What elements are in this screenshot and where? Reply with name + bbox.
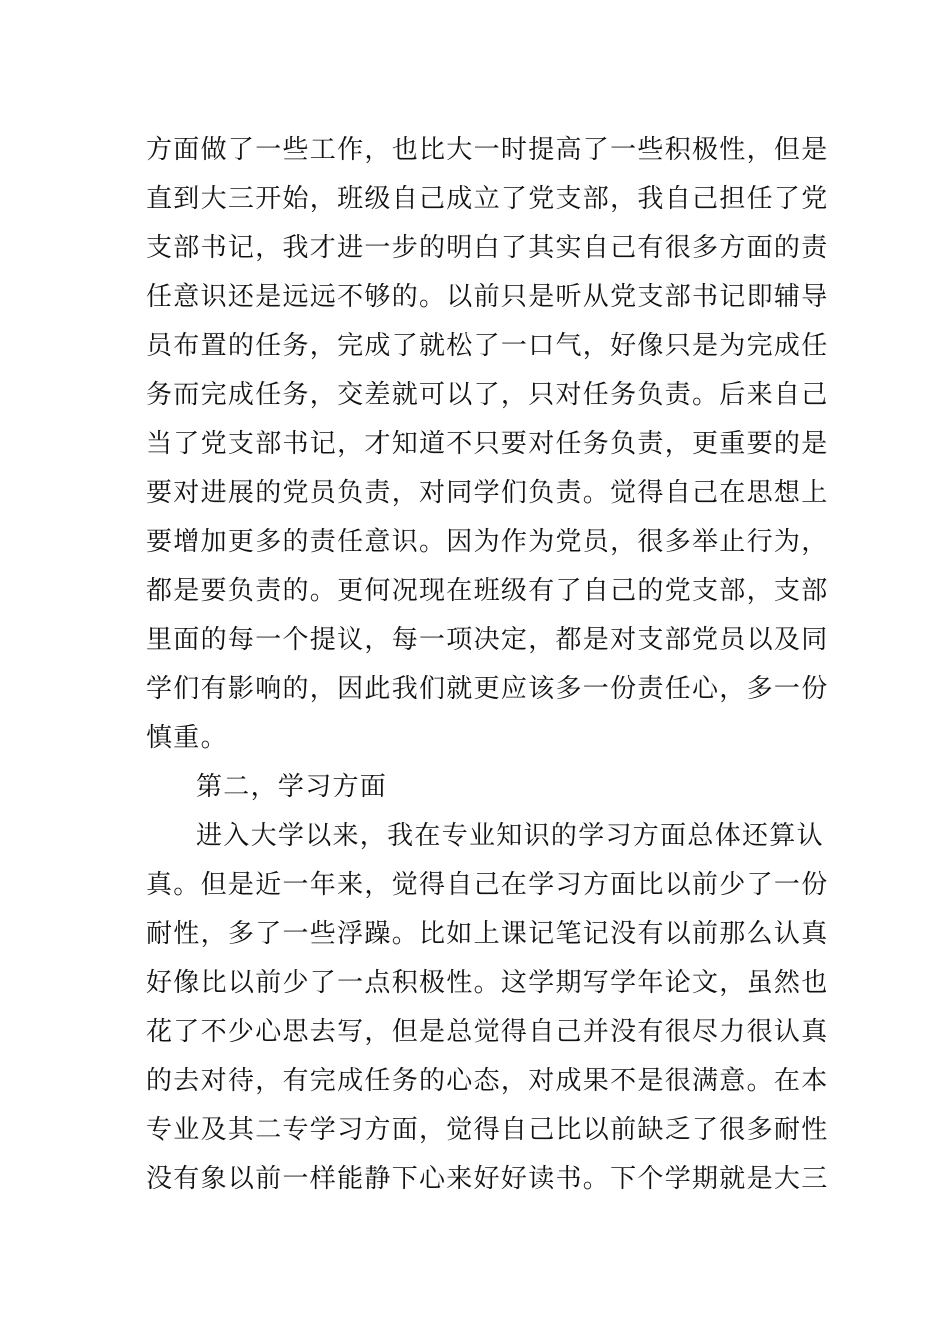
text-line: 直到大三开始，班级自己成立了党支部，我自己担任了党 [146,184,829,214]
text-line: 学们有影响的，因此我们就更应该多一份责任心，多一份 [146,674,829,704]
text-line: 里面的每一个提议，每一项决定，都是对支部党员以及同 [146,625,829,655]
text-line: 好像比以前少了一点积极性。这学期写学年论文，虽然也 [146,968,829,998]
text-line: 员布置的任务，完成了就松了一口气，好像只是为完成任 [146,331,829,361]
text-line: 都是要负责的。更何况现在班级有了自己的党支部，支部 [146,576,829,606]
text-line: 花了不少心思去写，但是总觉得自己并没有很尽力很认真 [146,1017,829,1047]
text-line: 要增加更多的责任意识。因为作为党员，很多举止行为， [146,527,829,557]
text-line: 慎重。 [146,723,228,753]
text-line: 的去对待，有完成任务的心态，对成果不是很满意。在本 [146,1066,829,1096]
text-line: 没有象以前一样能静下心来好好读书。下个学期就是大三 [146,1164,829,1194]
text-line: 任意识还是远远不够的。以前只是听从党支部书记即辅导 [146,282,829,312]
text-line: 务而完成任务，交差就可以了，只对任务负责。后来自己 [146,380,829,410]
text-line: 耐性，多了一些浮躁。比如上课记笔记没有以前那么认真 [146,919,829,949]
text-line: 方面做了一些工作，也比大一时提高了一些积极性，但是 [146,135,829,165]
text-line: 要对进展的党员负责，对同学们负责。觉得自己在思想上 [146,478,829,508]
text-line: 当了党支部书记，才知道不只要对任务负责，更重要的是 [146,429,829,459]
section-heading: 第二，学习方面 [196,772,388,802]
text-line: 真。但是近一年来，觉得自己在学习方面比以前少了一份 [146,870,829,900]
text-line: 支部书记，我才进一步的明白了其实自己有很多方面的责 [146,233,829,263]
paragraph-first-line: 进入大学以来，我在专业知识的学习方面总体还算认 [196,821,824,851]
text-line: 专业及其二专学习方面，觉得自己比以前缺乏了很多耐性 [146,1115,829,1145]
